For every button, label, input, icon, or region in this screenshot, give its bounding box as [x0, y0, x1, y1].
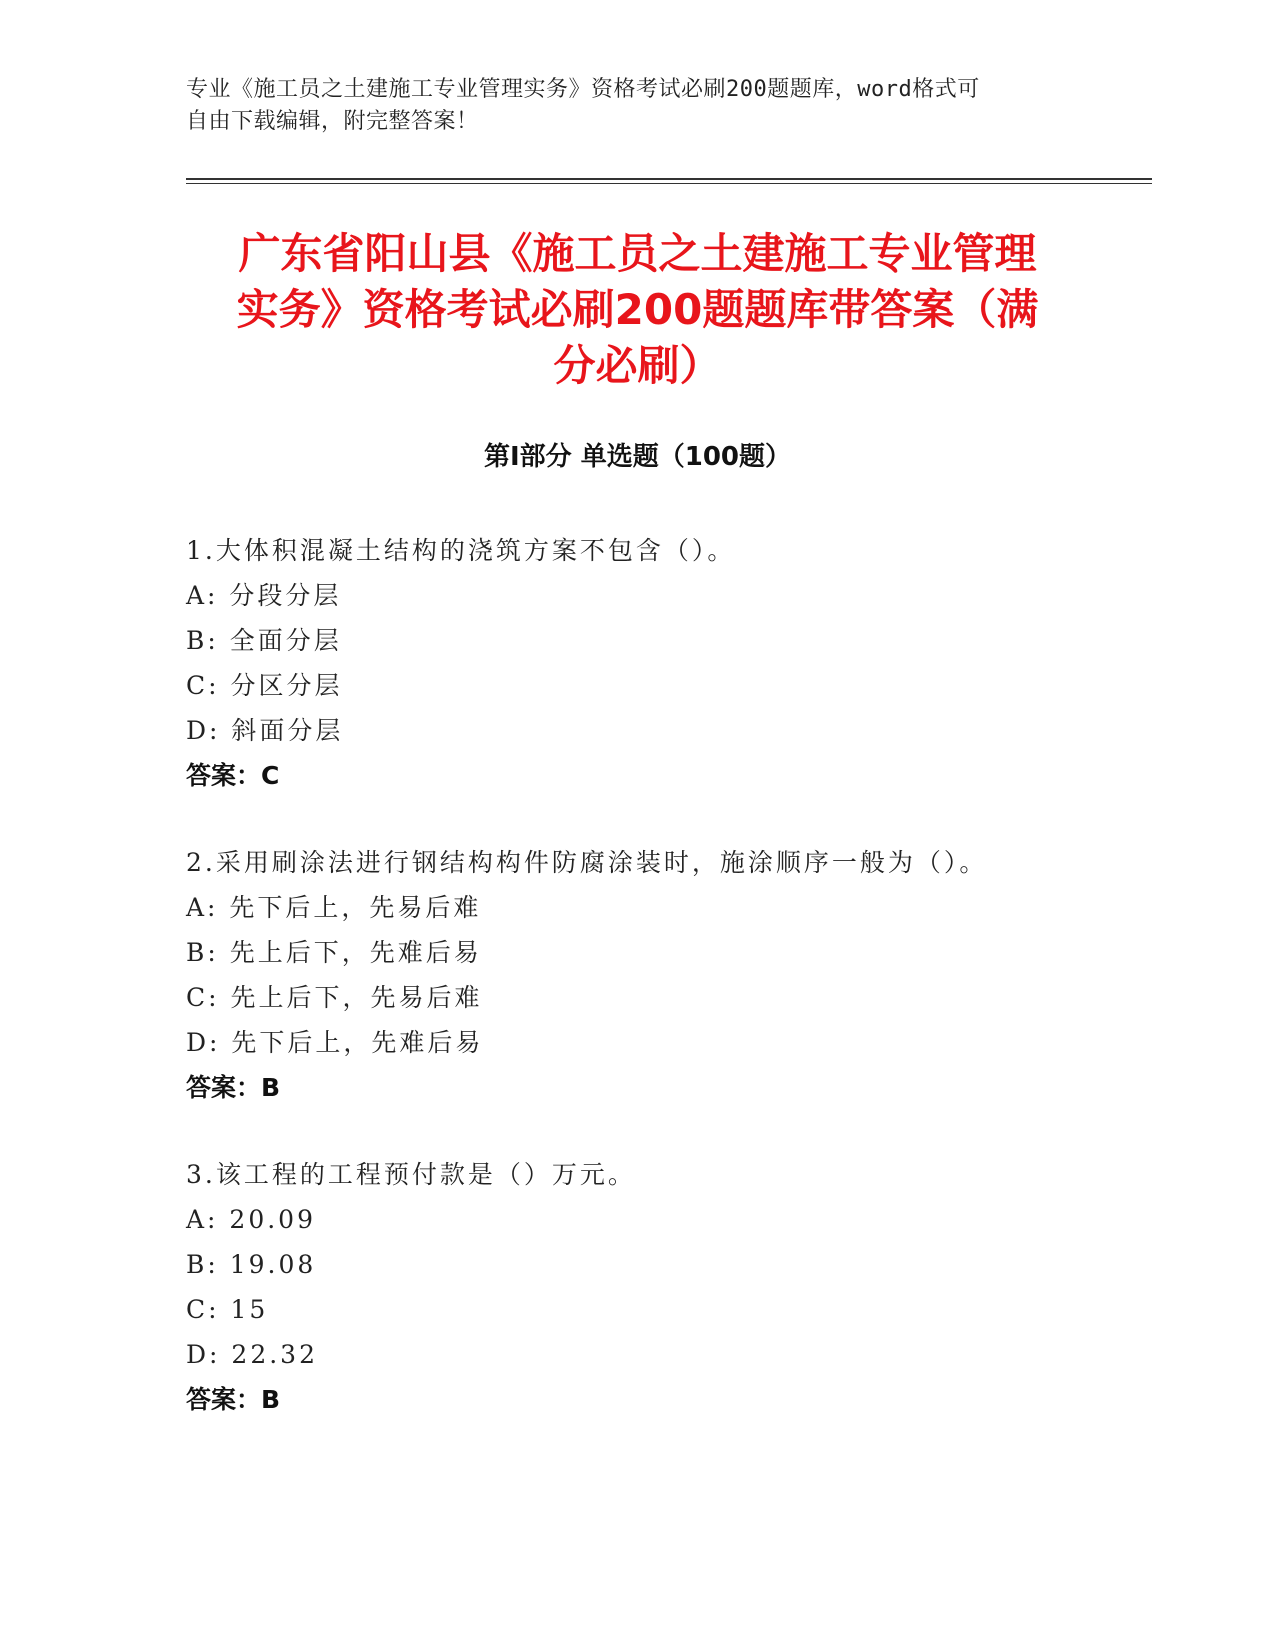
section-title: 第Ⅰ部分 单选题（100题）	[484, 442, 791, 472]
question-text: 2.采用刷涂法进行钢结构构件防腐涂装时，施涂顺序一般为（）。	[186, 848, 988, 877]
option-a: A: 先下后上，先易后难	[186, 893, 482, 922]
option-a: A: 20.09	[186, 1205, 316, 1234]
header-divider-thick	[186, 178, 1152, 180]
question-1	[186, 528, 1146, 798]
option-b: B: 19.08	[186, 1250, 317, 1279]
question-list	[186, 528, 1146, 1464]
question-3	[186, 1152, 1146, 1422]
option-c: C: 分区分层	[186, 671, 343, 700]
option-b: B: 全面分层	[186, 626, 342, 655]
header-divider-thin	[186, 183, 1152, 184]
document-title-line-3: 分必刷）	[553, 341, 722, 390]
document-title-line-1: 广东省阳山县《施工员之土建施工专业管理	[238, 229, 1037, 278]
answer: 答案：C	[186, 761, 280, 790]
option-d: D: 22.32	[186, 1340, 318, 1369]
option-d: D: 斜面分层	[186, 716, 344, 745]
option-b: B: 先上后下，先难后易	[186, 938, 482, 967]
header-note-line-2: 自由下载编辑，附完整答案！	[186, 109, 479, 134]
header-note-line-1: 专业《施工员之土建施工专业管理实务》资格考试必刷200题题库，word格式可	[186, 77, 980, 102]
answer: 答案：B	[186, 1385, 281, 1414]
option-c: C: 15	[186, 1295, 269, 1324]
header-note	[186, 74, 1066, 138]
option-c: C: 先上后下，先易后难	[186, 983, 483, 1012]
answer: 答案：B	[186, 1073, 281, 1102]
question-text: 1.大体积混凝土结构的浇筑方案不包含（）。	[186, 536, 736, 565]
question-text: 3.该工程的工程预付款是（）万元。	[186, 1160, 636, 1189]
option-a: A: 分段分层	[186, 581, 342, 610]
option-d: D: 先下后上，先难后易	[186, 1028, 484, 1057]
question-2	[186, 840, 1146, 1110]
document-title-line-2: 实务》资格考试必刷200题题库带答案（满	[236, 285, 1039, 334]
document-title	[160, 226, 1115, 394]
